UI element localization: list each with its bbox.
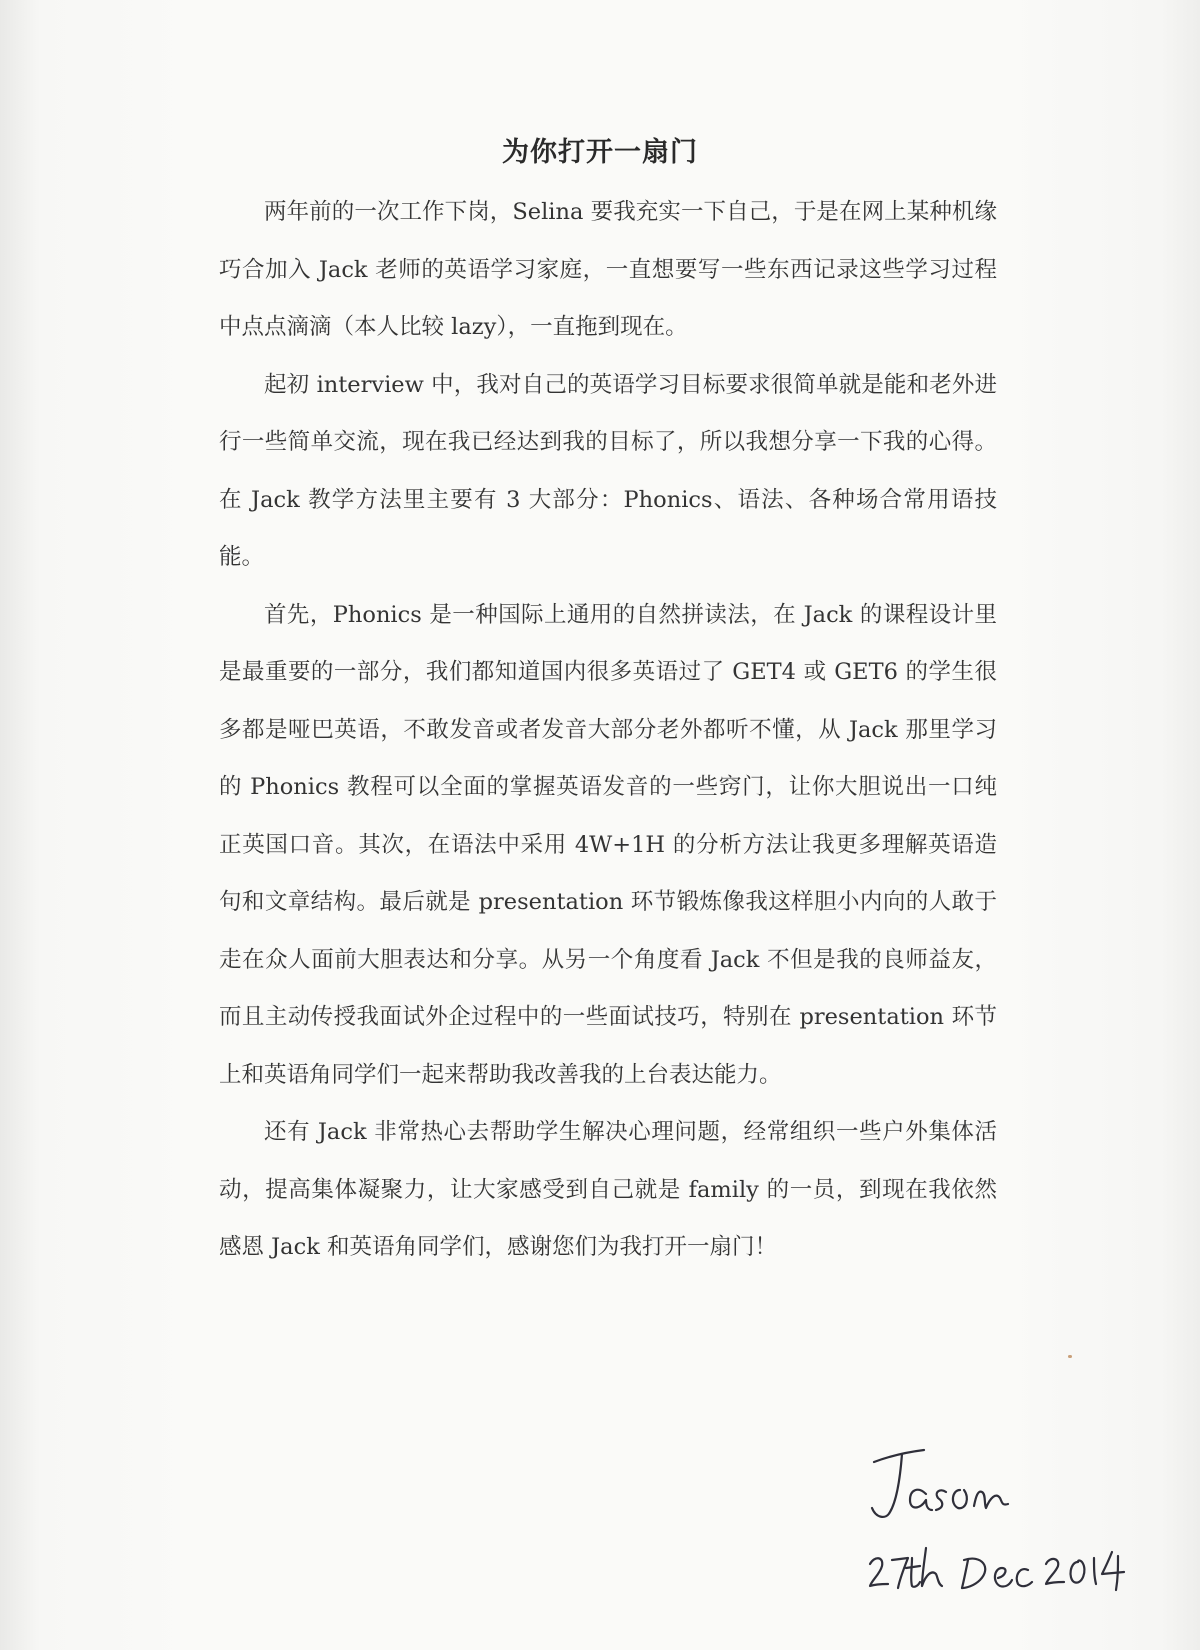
- paper-speck: [1068, 1355, 1072, 1358]
- letter-body: [219, 184, 997, 1277]
- signature-date-strokes: [870, 1548, 1124, 1590]
- signature-drawing: [860, 1440, 1140, 1630]
- handwritten-signature: [860, 1440, 1140, 1630]
- paragraph-2: 起初 interview 中，我对自己的英语学习目标要求很简单就是能和老外进行一些简单交流，现在我已经达到我的目标了，所以我想分享一下我的心得。在 Jack 教学方法里主要有 3 大部分：Phonics、语法、各种场合常用语技能。: [219, 371, 997, 570]
- paragraph-3: 首先，Phonics 是一种国际上通用的自然拼读法，在 Jack 的课程设计里是最重要的一部分，我们都知道国内很多英语过了 GET4 或 GET6 的学生很多都是哑巴英语，不敢发音或者发音大部分老外都听不懂，从 Jack 那里学习的 Phonics 教程可以全面的掌握英语发音的一些窍门，让你大胆说出一口纯正英国口音。其次，在语法中采用 4W+1H 的分析方法让我更多理解英语造句和文章结构。最后就是 presentation 环节锻炼像我这样胆小内向的人敢于走在众人面前大胆表达和分享。从另一个角度看 Jack 不但是我的良师益友，而且主动传授我面试外企过程中的一些面试技巧，特别在 presentation 环节上和英语角同学们一起来帮助我改善我的上台表达能力。: [219, 601, 997, 1088]
- signature-name-strokes: [872, 1450, 1008, 1517]
- paragraph-4: 还有 Jack 非常热心去帮助学生解决心理问题，经常组织一些户外集体活动，提高集体凝聚力，让大家感受到自己就是 family 的一员，到现在我依然感恩 Jack 和英语角同学们，感谢您们为我打开一扇门！: [219, 1119, 997, 1260]
- page-title: 为你打开一扇门: [502, 137, 698, 168]
- paragraph-1: 两年前的一次工作下岗，Selina 要我充实一下自己，于是在网上某种机缘巧合加入 Jack 老师的英语学习家庭，一直想要写一些东西记录这些学习过程中点点滴滴（本人比较 lazy），一直拖到现在。: [219, 199, 997, 340]
